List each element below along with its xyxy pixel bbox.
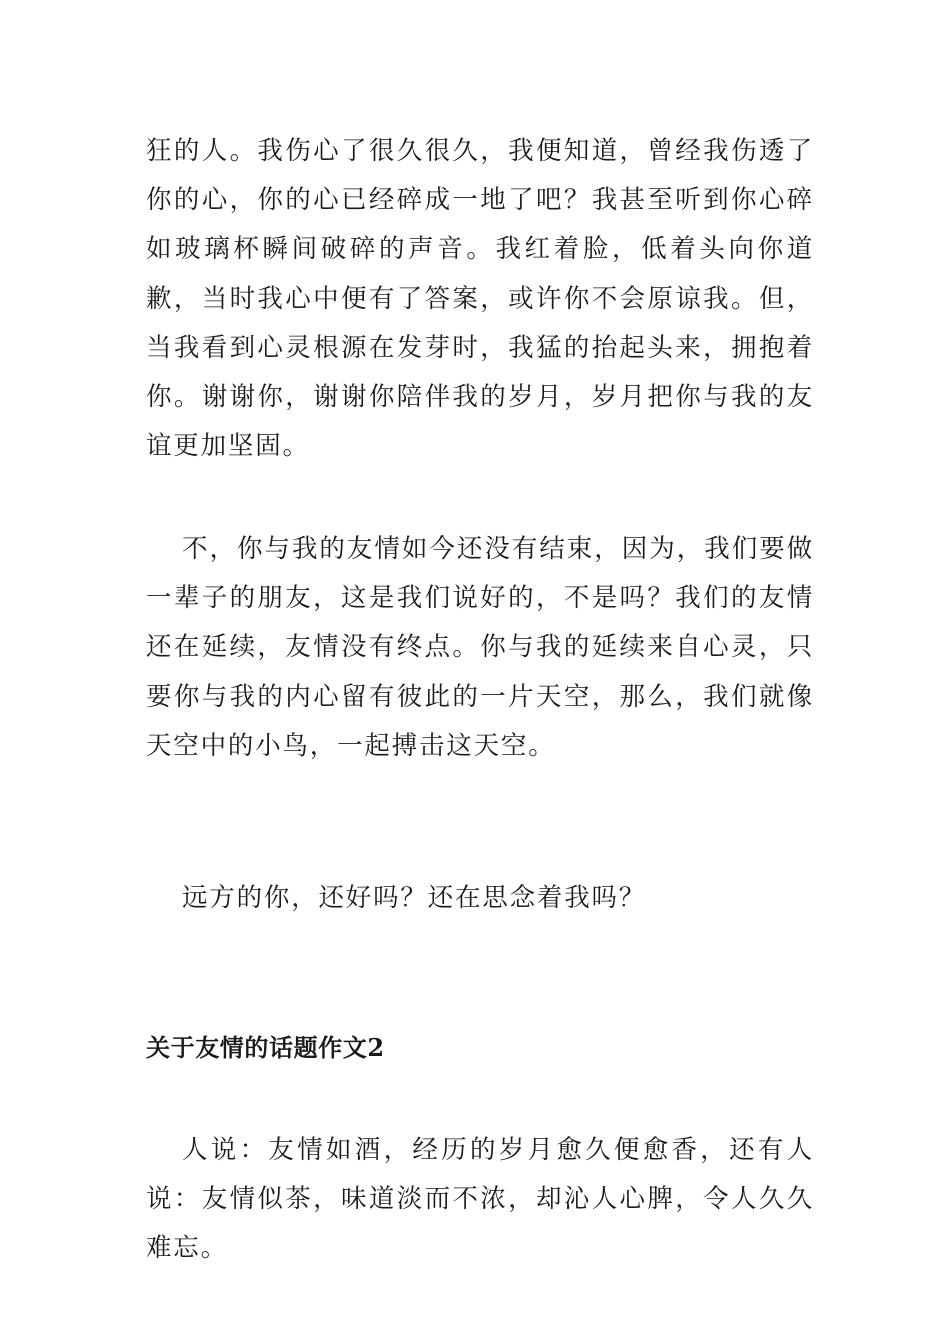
essay-heading: 关于友情的话题作文2 [146, 1033, 385, 1062]
paragraph-continuation: 狂的人。我伤心了很久很久，我便知道，曾经我伤透了你的心，你的心已经碎成一地了吧？我甚至听到你心碎如玻璃杯瞬间破碎的声音。我红着脸，低着头向你道歉，当时我心中便有了答案，或许你不会原谅我。但，当我看到心灵根源在发芽时，我猛的抬起头来，拥抱着你。谢谢你，谢谢你陪伴我的岁月，岁月把你与我的友谊更加坚固。 [146, 136, 814, 462]
paragraph-essay-opening: 人说：友情如酒，经历的岁月愈久便愈香，还有人说：友情似茶，味道淡而不浓，却沁人心脾，令人久久难忘。 [146, 1135, 814, 1264]
paragraph-distant-friend: 远方的你，还好吗？还在思念着我吗？ [182, 883, 647, 913]
paragraph-friendship-continues: 不，你与我的友情如今还没有结束，因为，我们要做一辈子的朋友，这是我们说好的，不是吗？我们的友情还在延续，友情没有终点。你与我的延续来自心灵，只要你与我的内心留有彼此的一片天空，那么，我们就像天空中的小鸟，一起搏击这天空。 [146, 534, 814, 761]
